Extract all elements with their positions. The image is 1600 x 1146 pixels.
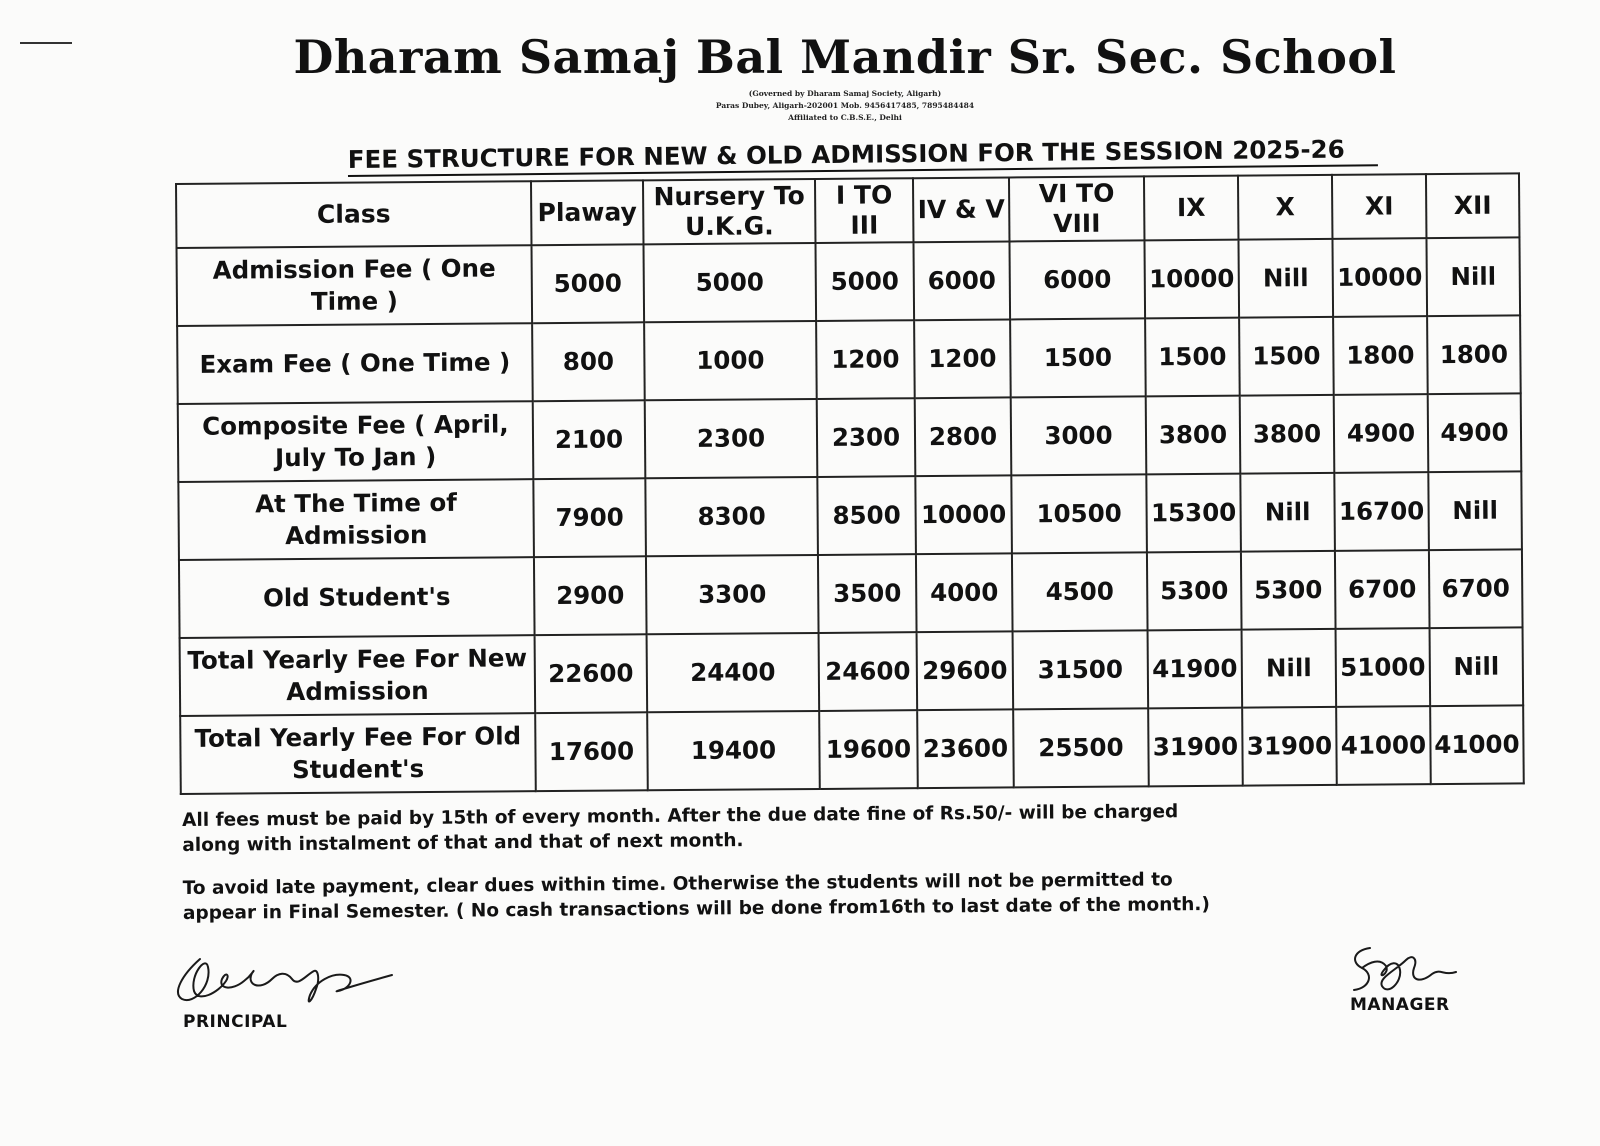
row-label: Exam Fee ( One Time ) — [177, 323, 533, 404]
table-cell: 4900 — [1428, 393, 1522, 472]
table-cell: 51000 — [1336, 628, 1431, 707]
table-cell: 3300 — [646, 555, 819, 634]
row-label: At The Time of Admission — [178, 479, 534, 560]
table-cell: 1200 — [816, 320, 915, 399]
table-cell: 25500 — [1013, 708, 1149, 787]
column-header: Plaway — [531, 180, 643, 245]
table-cell: 10000 — [1144, 240, 1239, 319]
table-cell: 800 — [532, 322, 645, 401]
table-cell: 3000 — [1011, 396, 1147, 475]
row-label: Old Student's — [179, 557, 535, 638]
table-cell: 31500 — [1013, 630, 1149, 709]
letterhead-affiliation-line: Affiliated to C.B.S.E., Delhi — [788, 113, 902, 122]
table-cell: 22600 — [535, 634, 648, 713]
table-cell: 2800 — [915, 397, 1012, 476]
table-cell: 1200 — [914, 319, 1011, 398]
table-row — [177, 315, 1521, 404]
table-cell: Nill — [1240, 473, 1335, 552]
column-header: Class — [176, 181, 531, 248]
fee-table — [175, 172, 1525, 795]
table-cell: 4900 — [1334, 394, 1429, 473]
table-cell: 5000 — [815, 242, 914, 321]
table-cell: 4500 — [1012, 552, 1148, 631]
table-cell: 3800 — [1240, 395, 1335, 474]
table-cell: 3800 — [1146, 396, 1241, 475]
row-label: Total Yearly Fee For Old Student's — [180, 713, 536, 794]
table-cell: 5000 — [643, 243, 816, 322]
table-cell: 1500 — [1239, 317, 1334, 396]
table-cell: 24400 — [647, 633, 820, 712]
table-row — [178, 471, 1522, 560]
table-cell: Nill — [1238, 239, 1333, 318]
table-cell: 23600 — [917, 709, 1014, 788]
table-cell: 7900 — [533, 478, 646, 557]
table-cell: 29600 — [917, 631, 1014, 710]
table-cell: 10000 — [915, 475, 1012, 554]
column-header: Nursery To U.K.G. — [643, 179, 815, 244]
table-cell: 8500 — [817, 476, 916, 555]
table-cell: 41000 — [1336, 706, 1431, 785]
table-cell: 2900 — [534, 556, 647, 635]
column-header: VI TO VIII — [1009, 176, 1144, 241]
table-cell: 6000 — [913, 241, 1010, 320]
table-row — [180, 705, 1524, 794]
note-due-date: All fees must be paid by 15th of every month. After the due date fine of Rs.50/- will be charged along with instalment of that and that of next month. — [182, 801, 1179, 856]
table-cell: 24600 — [819, 632, 918, 711]
column-header: XI — [1332, 174, 1426, 239]
fee-table-wrapper — [175, 172, 1525, 795]
table-cell: 41900 — [1148, 630, 1243, 709]
letterhead — [0, 30, 1600, 124]
table-cell: 5000 — [531, 244, 644, 323]
table-cell: 1800 — [1333, 316, 1428, 395]
column-header: I TO III — [815, 178, 913, 243]
table-cell: 4000 — [916, 553, 1013, 632]
table-cell: 5300 — [1241, 551, 1336, 630]
table-cell: 41000 — [1430, 705, 1524, 784]
row-label: Admission Fee ( One Time ) — [177, 245, 533, 326]
table-cell: 2300 — [817, 398, 916, 477]
principal-label: PRINCIPAL — [183, 1012, 288, 1032]
table-row — [177, 237, 1521, 326]
column-header: X — [1238, 175, 1332, 240]
fee-notes — [182, 799, 1213, 944]
table-cell: 15300 — [1146, 474, 1241, 553]
table-cell: 6700 — [1429, 549, 1523, 628]
table-cell: Nill — [1242, 629, 1337, 708]
table-cell: 19400 — [647, 711, 820, 790]
letterhead-address-line: Paras Dubey, Aligarh-202001 Mob. 9456417485, 7895484484 — [715, 101, 975, 110]
table-cell: 1000 — [644, 321, 817, 400]
table-cell: 8300 — [645, 477, 818, 556]
table-cell: 5300 — [1147, 552, 1242, 631]
table-cell: Nill — [1430, 627, 1524, 706]
table-cell: 3500 — [818, 554, 917, 633]
table-cell: 2100 — [533, 400, 646, 479]
row-label: Composite Fee ( April, July To Jan ) — [178, 401, 534, 482]
table-cell: 10500 — [1011, 474, 1147, 553]
table-cell: 1500 — [1145, 318, 1240, 397]
manager-signature — [1340, 940, 1460, 1000]
table-cell: 2300 — [645, 399, 818, 478]
table-header-row — [176, 173, 1519, 248]
principal-signature — [160, 945, 400, 1015]
table-cell: 31900 — [1148, 708, 1243, 787]
table-cell: 17600 — [535, 712, 648, 791]
column-header: IX — [1144, 176, 1238, 241]
table-row — [179, 549, 1523, 638]
table-cell: 1500 — [1010, 318, 1146, 397]
table-cell: Nill — [1428, 471, 1522, 550]
note-late-payment: To avoid late payment, clear dues within time. Otherwise the students will not be permitted to appear in Final Semester. ( No cash transactions will be done from16th to last date of the month.) — [182, 869, 1210, 924]
column-header: IV & V — [913, 177, 1009, 242]
school-name: Dharam Samaj Bal Mandir Sr. Sec. School — [293, 30, 1397, 84]
letterhead-governed-line: (Governed by Dharam Samaj Society, Aligarh) — [748, 89, 942, 98]
manager-label: MANAGER — [1350, 995, 1450, 1015]
table-cell: 19600 — [819, 710, 918, 789]
table-cell: Nill — [1426, 237, 1520, 316]
table-row — [180, 627, 1524, 716]
column-header: XII — [1426, 173, 1519, 238]
fee-structure-title: FEE STRUCTURE FOR NEW & OLD ADMISSION FOR THE SESSION 2025-26 — [348, 134, 1378, 177]
table-cell: 6000 — [1009, 240, 1145, 319]
table-cell: 10000 — [1332, 238, 1427, 317]
table-row — [178, 393, 1522, 482]
row-label: Total Yearly Fee For New Admission — [180, 635, 536, 716]
table-cell: 31900 — [1242, 707, 1337, 786]
table-cell: 1800 — [1427, 315, 1521, 394]
table-cell: 16700 — [1334, 472, 1429, 551]
table-cell: 6700 — [1335, 550, 1430, 629]
